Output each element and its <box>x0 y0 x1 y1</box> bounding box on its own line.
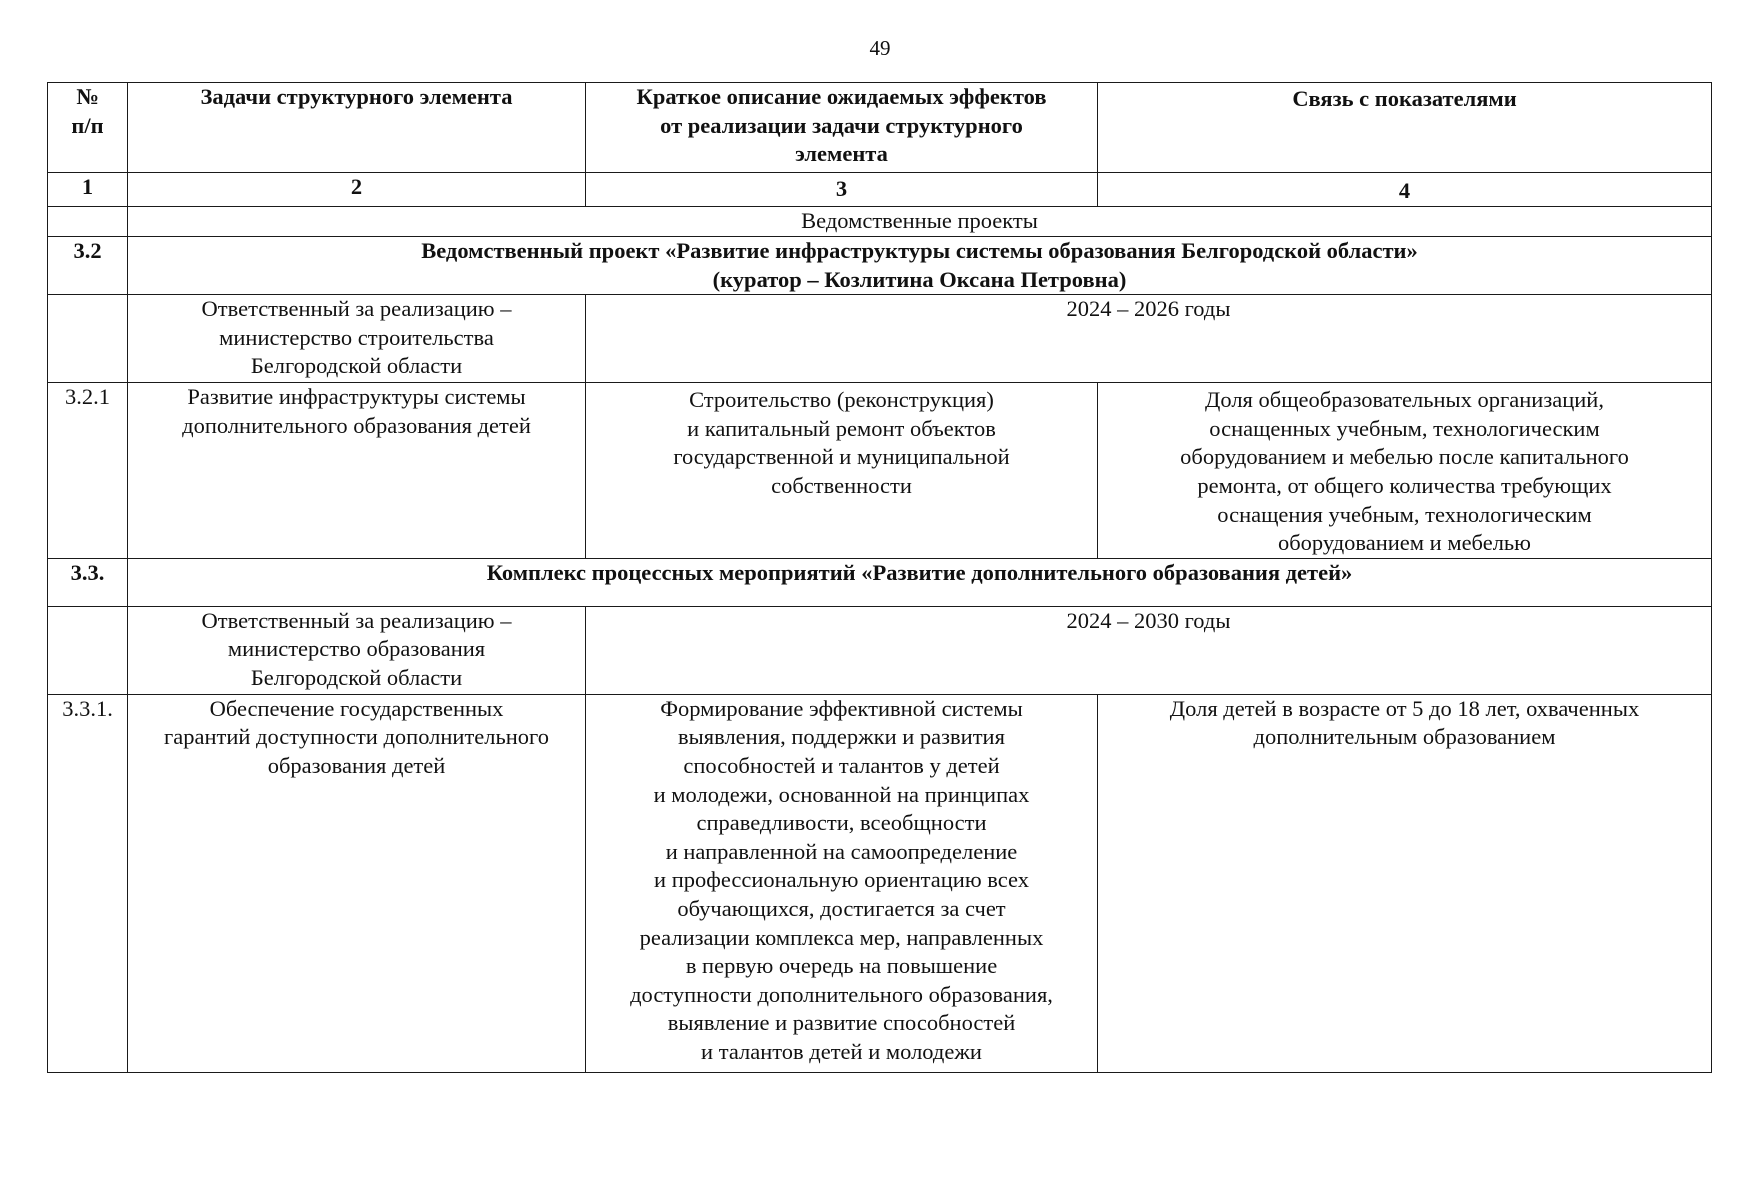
complex-3-3-responsible-line2: министерство образования <box>227 636 486 662</box>
task-3-3-1-effect-line: справедливости, всеобщности <box>696 810 987 836</box>
task-3-3-1-effect-line: доступности дополнительного образования, <box>630 981 1053 1007</box>
section-title: Ведомственные проекты <box>128 207 1712 237</box>
column-number-4: 4 <box>1098 173 1712 207</box>
complex-3-3-responsible-line1: Ответственный за реализацию – <box>201 607 512 633</box>
complex-3-3-period: 2024 – 2030 годы <box>586 606 1712 694</box>
table-header-row <box>48 83 1712 173</box>
task-3-3-1-effect-line: и талантов детей и молодежи <box>701 1038 982 1064</box>
task-3-3-1-effect-line: в первую очередь на повышение <box>685 953 998 979</box>
header-col-tasks: Задачи структурного элемента <box>128 83 586 173</box>
column-number-3: 3 <box>586 173 1098 207</box>
task-3-2-1-effect <box>586 383 1098 559</box>
header-col-number-line2: п/п <box>71 112 104 138</box>
task-3-3-1-effect-line: и молодежи, основанной на принципах <box>653 781 1030 807</box>
column-number-1: 1 <box>48 173 128 207</box>
task-3-2-1-number: 3.2.1 <box>48 383 128 559</box>
task-3-2-1-indicator-line: оснащения учебным, технологическим <box>1217 501 1592 527</box>
header-col-indicators: Связь с показателями <box>1098 83 1712 173</box>
task-3-3-1-effect-line: выявления, поддержки и развития <box>678 724 1005 750</box>
header-col-effects-line2: от реализации задачи структурного <box>660 112 1023 138</box>
header-col-number-line1: № <box>76 84 99 109</box>
task-3-2-1-indicator-line: Доля общеобразовательных организаций, <box>1205 387 1604 413</box>
complex-3-3-responsible-empty-cell <box>48 606 128 694</box>
task-3-3-1-name-line: Обеспечение государственных <box>209 695 504 721</box>
task-3-2-1-effect-line: Строительство (реконструкция) <box>689 387 994 413</box>
task-3-3-1-effect-line: способностей и талантов у детей <box>683 752 1000 778</box>
header-col-effects-line1: Краткое описание ожидаемых эффектов <box>636 84 1047 109</box>
project-3-2-number: 3.2 <box>48 237 128 295</box>
task-3-3-1-name-line: образования детей <box>267 752 446 778</box>
header-col-number <box>48 83 128 173</box>
task-3-2-1-indicator-line: оборудованием и мебелью после капитального <box>1180 444 1629 470</box>
task-3-2-1-indicator <box>1098 383 1712 559</box>
task-3-2-1-row <box>48 383 1712 559</box>
task-3-3-1-effect-line: выявление и развитие способностей <box>667 1010 1016 1036</box>
project-3-2-responsible-line1: Ответственный за реализацию – <box>201 296 512 322</box>
task-3-3-1-row <box>48 694 1712 1072</box>
task-3-3-1-indicator <box>1098 694 1712 1072</box>
project-3-2-title <box>128 237 1712 295</box>
project-3-2-responsible-row <box>48 295 1712 383</box>
project-3-2-row <box>48 237 1712 295</box>
task-3-2-1-name <box>128 383 586 559</box>
project-3-2-period: 2024 – 2026 годы <box>586 295 1712 383</box>
structural-elements-table <box>47 82 1712 1073</box>
task-3-3-1-effect <box>586 694 1098 1072</box>
column-number-2: 2 <box>128 173 586 207</box>
task-3-2-1-indicator-line: оборудованием и мебелью <box>1277 530 1531 556</box>
task-3-2-1-effect-line: собственности <box>771 472 912 498</box>
task-3-2-1-effect-line: и капитальный ремонт объектов <box>687 415 996 441</box>
task-3-2-1-name-line2: дополнительного образования детей <box>182 412 531 438</box>
project-3-2-title-line1: Ведомственный проект «Развитие инфраструктуры системы образования Белгородской области» <box>421 238 1418 263</box>
task-3-3-1-name <box>128 694 586 1072</box>
complex-3-3-responsible <box>128 606 586 694</box>
header-col-effects <box>586 83 1098 173</box>
page-number: 49 <box>869 36 891 60</box>
task-3-2-1-indicator-line: ремонта, от общего количества требующих <box>1197 472 1612 498</box>
task-3-2-1-indicator-line: оснащенных учебным, технологическим <box>1209 415 1600 441</box>
complex-3-3-row <box>48 558 1712 606</box>
project-3-2-title-line2: (куратор – Козлитина Оксана Петровна) <box>712 266 1127 292</box>
complex-3-3-title: Комплекс процессных мероприятий «Развитие дополнительного образования детей» <box>128 558 1712 606</box>
complex-3-3-responsible-row <box>48 606 1712 694</box>
task-3-2-1-effect-line: государственной и муниципальной <box>673 444 1010 470</box>
section-title-empty-cell <box>48 207 128 237</box>
complex-3-3-number: 3.3. <box>48 558 128 606</box>
task-3-3-1-name-line: гарантий доступности дополнительного <box>164 724 549 750</box>
task-3-3-1-effect-line: и профессиональную ориентацию всех <box>654 867 1029 893</box>
project-3-2-responsible-empty-cell <box>48 295 128 383</box>
project-3-2-responsible-line2: министерство строительства <box>219 324 494 350</box>
task-3-3-1-effect-line: Формирование эффективной системы <box>660 695 1023 721</box>
header-col-effects-line3: элемента <box>795 141 888 167</box>
column-numbers-row <box>48 173 1712 207</box>
project-3-2-responsible-line3: Белгородской области <box>250 353 463 379</box>
task-3-2-1-name-line1: Развитие инфраструктуры системы <box>187 384 526 410</box>
task-3-3-1-effect-line: реализации комплекса мер, направленных <box>639 924 1044 950</box>
task-3-3-1-number: 3.3.1. <box>48 694 128 1072</box>
task-3-3-1-indicator-line: дополнительным образованием <box>1253 724 1556 750</box>
complex-3-3-responsible-line3: Белгородской области <box>250 664 463 690</box>
section-title-row <box>48 207 1712 237</box>
task-3-3-1-indicator-line: Доля детей в возрасте от 5 до 18 лет, охваченных <box>1169 695 1640 721</box>
task-3-3-1-effect-line: и направленной на самоопределение <box>665 838 1018 864</box>
project-3-2-responsible <box>128 295 586 383</box>
task-3-3-1-effect-line: обучающихся, достигается за счет <box>677 895 1006 921</box>
